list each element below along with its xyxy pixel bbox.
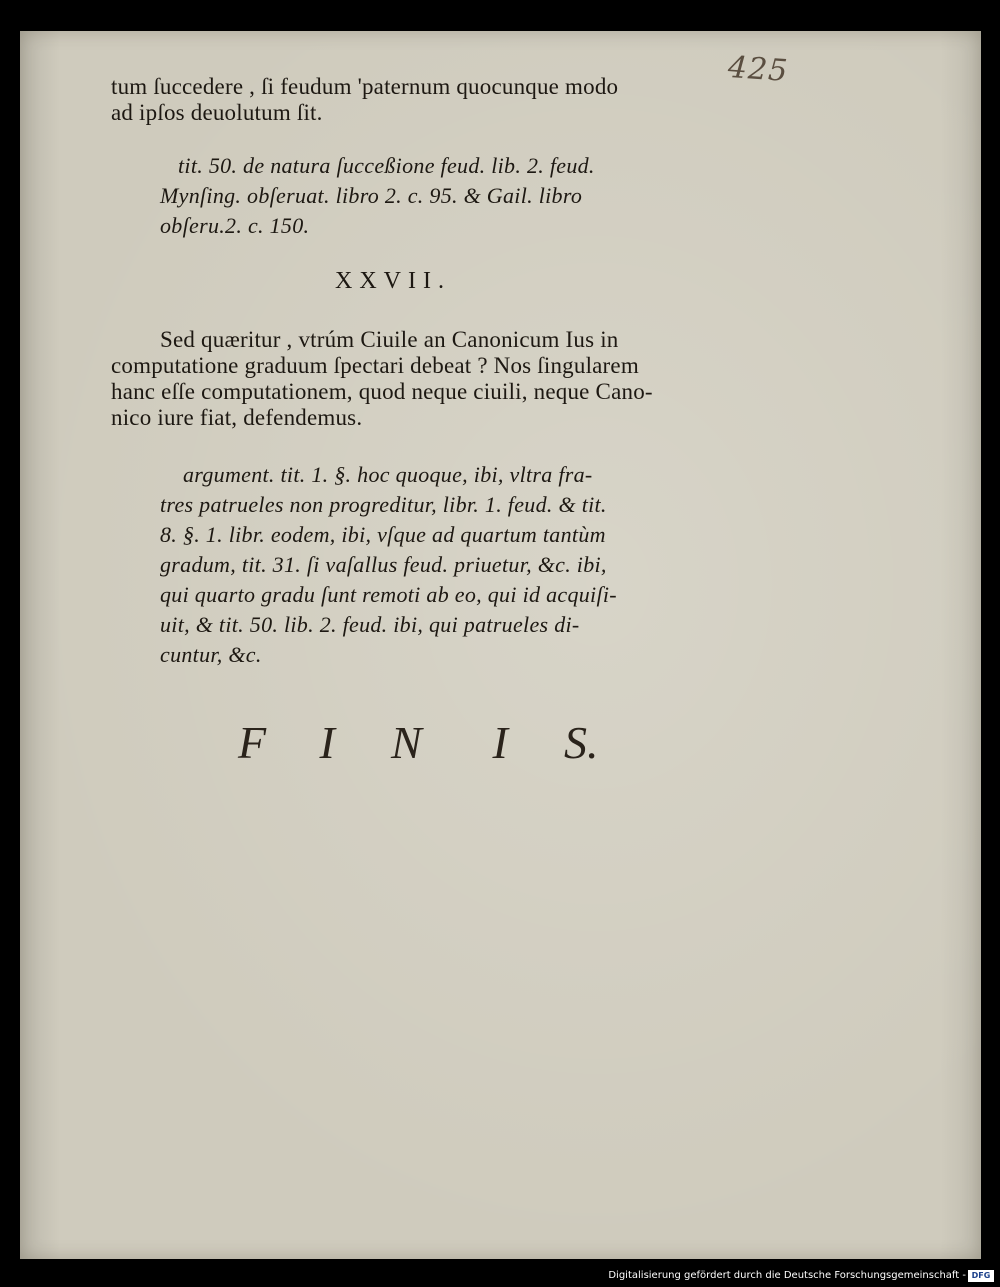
paragraph-1-line-2: ad ipſos deuolutum ſit. [111,100,323,125]
paragraph-2-line-4: nico iure fiat, defendemus. [111,405,363,430]
citation-2-line-5: qui quarto gradu ſunt remoti ab eo, qui id acquiſi- [160,582,617,607]
handwritten-folio-number: 425 [726,49,790,90]
citation-1-line-3: obſeru.2. c. 150. [160,213,310,238]
paragraph-2-line-2: computatione graduum ſpectari debeat ? Nos ſingularem [111,353,639,378]
citation-2-line-7: cuntur, &c. [160,642,262,667]
finis-letter-s: S. [564,717,599,768]
citation-2-line-2: tres patrueles non progreditur, libr. 1. feud. & tit. [160,492,607,517]
citation-2-line-6: uit, & tit. 50. lib. 2. feud. ibi, qui patrueles di- [160,612,580,637]
citation-2-line-3: 8. §. 1. libr. eodem, ibi, vſque ad quartum tantùm [160,522,606,547]
paragraph-1-line-1: tum ſuccedere , ſi feudum 'paternum quocunque modo [111,74,619,99]
finis-letter-i-2: I [492,717,508,768]
finis-letter-n: N [391,717,422,768]
finis-letter-i: I [319,717,335,768]
funding-credit: Digitalisierung gefördert durch die Deutsche Forschungsgemeinschaft - [608,1270,966,1281]
dfg-logo: DFG [968,1270,994,1282]
finis-letter-f: F [238,717,267,768]
citation-2-line-4: gradum, tit. 31. ſi vaſallus feud. priuetur, &c. ibi, [160,552,607,577]
finis-ornament [238,716,599,769]
paragraph-2-line-3: hanc eſſe computationem, quod neque ciuili, neque Cano- [111,379,653,404]
citation-1-line-1: tit. 50. de natura ſucceßione feud. lib. 2. feud. [178,153,595,178]
citation-1-line-2: Mynſing. obſeruat. libro 2. c. 95. & Gail. libro [160,183,583,208]
paragraph-2-line-1: Sed quæritur , vtrúm Ciuile an Canonicum Ius in [160,327,619,352]
citation-2-line-1: argument. tit. 1. §. hoc quoque, ibi, vltra fra- [183,462,593,487]
section-number: XXVII. [335,268,451,294]
